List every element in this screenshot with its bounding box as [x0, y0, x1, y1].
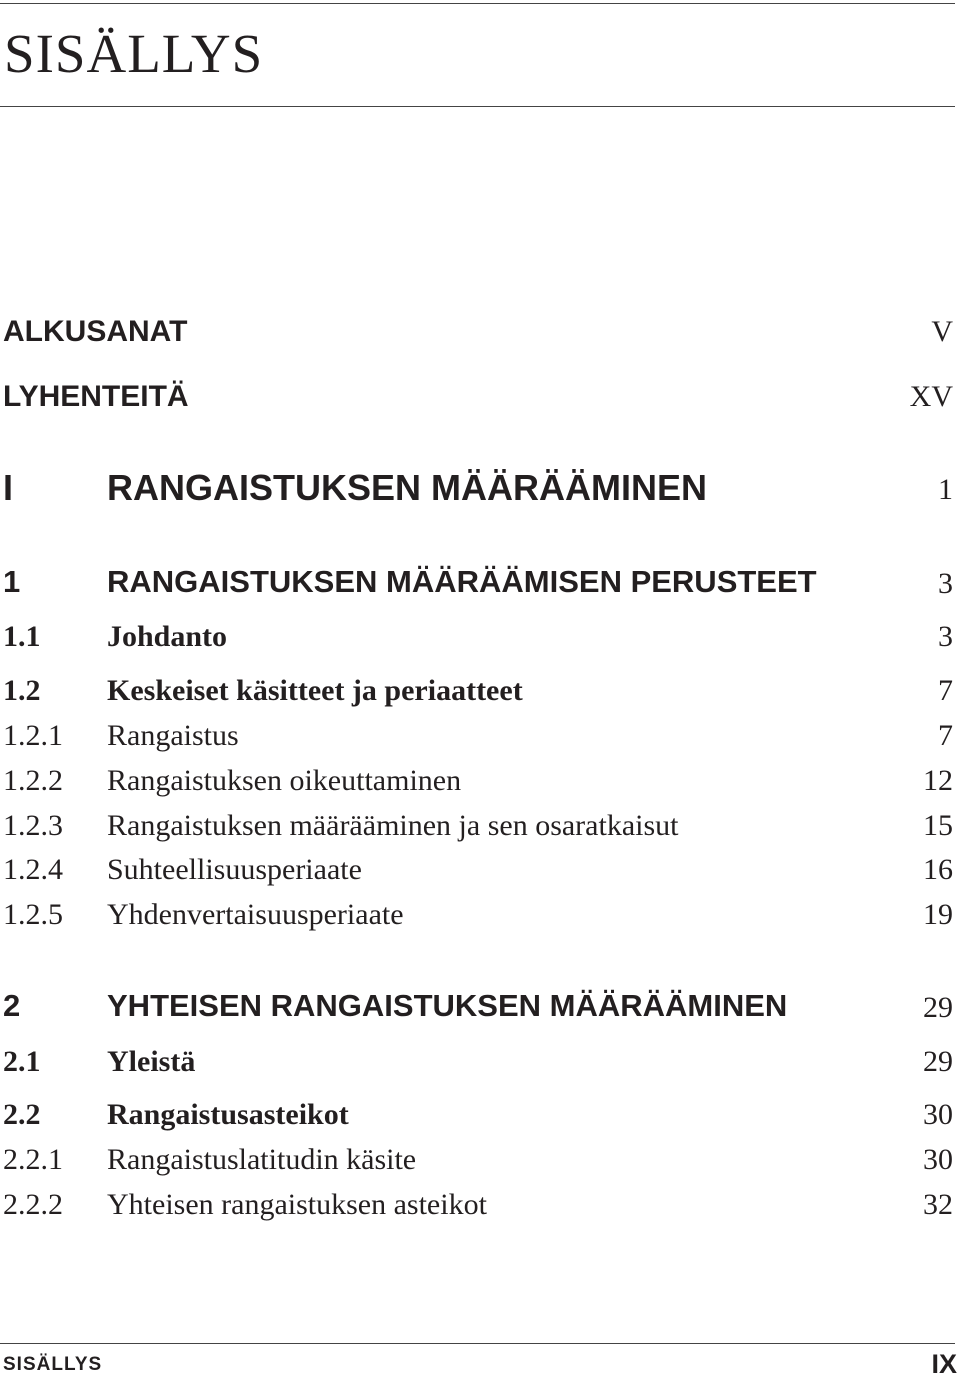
toc-chapter-title: RANGAISTUKSEN MÄÄRÄÄMISEN PERUSTEET: [107, 564, 817, 599]
toc-subsection-1-2-5[interactable]: [0, 898, 955, 942]
toc-subsection-number: 1.2.2: [3, 764, 63, 797]
running-footer-title: SISÄLLYS: [3, 1354, 103, 1375]
toc-section-2-2[interactable]: [0, 1098, 955, 1142]
toc-subsection-number: 1.2.5: [3, 898, 63, 931]
toc-subsection-title: Rangaistuslatitudin käsite: [107, 1143, 417, 1176]
toc-subsection-title: Rangaistuksen määrääminen ja sen osaratkaisut: [107, 809, 679, 842]
toc-section-number: 1.2: [3, 674, 41, 707]
toc-subsection-2-2-1[interactable]: [0, 1143, 955, 1187]
toc-section-1-1[interactable]: [0, 620, 955, 664]
toc-subsection-number: 1.2.3: [3, 809, 63, 842]
toc-section-1-2[interactable]: [0, 674, 955, 718]
toc-chapter-page: 3: [938, 567, 953, 600]
toc-subsection-title: Yhdenvertaisuusperiaate: [107, 898, 404, 931]
page-title: SISÄLLYS: [4, 23, 264, 84]
top-rule: [0, 3, 955, 4]
toc-section-page: 7: [938, 674, 953, 707]
toc-chapter-2[interactable]: [0, 988, 955, 1032]
toc-subsection-title: Rangaistuksen oikeuttaminen: [107, 764, 462, 797]
toc-entry-lyhenteita[interactable]: [0, 380, 955, 424]
toc-entry-page: XV: [909, 380, 953, 413]
toc-section-title: Rangaistusasteikot: [107, 1098, 349, 1131]
toc-subsection-1-2-1[interactable]: [0, 719, 955, 763]
toc-subsection-2-2-2[interactable]: [0, 1188, 955, 1232]
toc-section-2-1[interactable]: [0, 1045, 955, 1089]
toc-subsection-page: 7: [938, 719, 953, 752]
toc-part-page: 1: [938, 473, 953, 506]
toc-chapter-page: 29: [923, 991, 953, 1024]
toc-part-1[interactable]: [0, 467, 955, 511]
toc-entry-label: ALKUSANAT: [3, 315, 188, 348]
toc-entry-page: V: [931, 315, 953, 348]
toc-section-page: 29: [923, 1045, 953, 1078]
toc-chapter-number: 1: [3, 564, 21, 599]
toc-subsection-title: Suhteellisuusperiaate: [107, 853, 362, 886]
toc-subsection-page: 32: [923, 1188, 953, 1221]
toc-subsection-number: 1.2.1: [3, 719, 63, 752]
toc-subsection-title: Yhteisen rangaistuksen asteikot: [107, 1188, 487, 1221]
toc-subsection-number: 2.2.2: [3, 1188, 63, 1221]
toc-subsection-page: 16: [923, 853, 953, 886]
title-rule: [0, 106, 955, 107]
toc-section-number: 2.2: [3, 1098, 41, 1131]
toc-chapter-title: YHTEISEN RANGAISTUKSEN MÄÄRÄÄMINEN: [107, 988, 788, 1023]
toc-part-number: I: [3, 467, 14, 508]
toc-subsection-1-2-4[interactable]: [0, 853, 955, 897]
toc-subsection-page: 15: [923, 809, 953, 842]
toc-part-title: RANGAISTUKSEN MÄÄRÄÄMINEN: [107, 467, 707, 508]
toc-entry-alkusanat[interactable]: [0, 315, 955, 359]
toc-section-page: 30: [923, 1098, 953, 1131]
toc-section-number: 1.1: [3, 620, 41, 653]
toc-subsection-1-2-3[interactable]: [0, 809, 955, 853]
toc-section-title: Yleistä: [107, 1045, 196, 1078]
toc-section-title: Keskeiset käsitteet ja periaatteet: [107, 674, 523, 707]
toc-entry-label: LYHENTEITÄ: [3, 380, 189, 413]
toc-subsection-number: 2.2.1: [3, 1143, 63, 1176]
toc-subsection-page: 19: [923, 898, 953, 931]
page-number: IX: [931, 1349, 957, 1379]
footer-rule: [0, 1343, 955, 1344]
toc-chapter-number: 2: [3, 988, 21, 1023]
toc-chapter-1[interactable]: [0, 564, 955, 608]
toc-subsection-page: 12: [923, 764, 953, 797]
toc-section-title: Johdanto: [107, 620, 228, 653]
toc-subsection-title: Rangaistus: [107, 719, 239, 752]
toc-section-page: 3: [938, 620, 953, 653]
toc-subsection-number: 1.2.4: [3, 853, 63, 886]
toc-section-number: 2.1: [3, 1045, 41, 1078]
toc-subsection-1-2-2[interactable]: [0, 764, 955, 808]
toc-subsection-page: 30: [923, 1143, 953, 1176]
